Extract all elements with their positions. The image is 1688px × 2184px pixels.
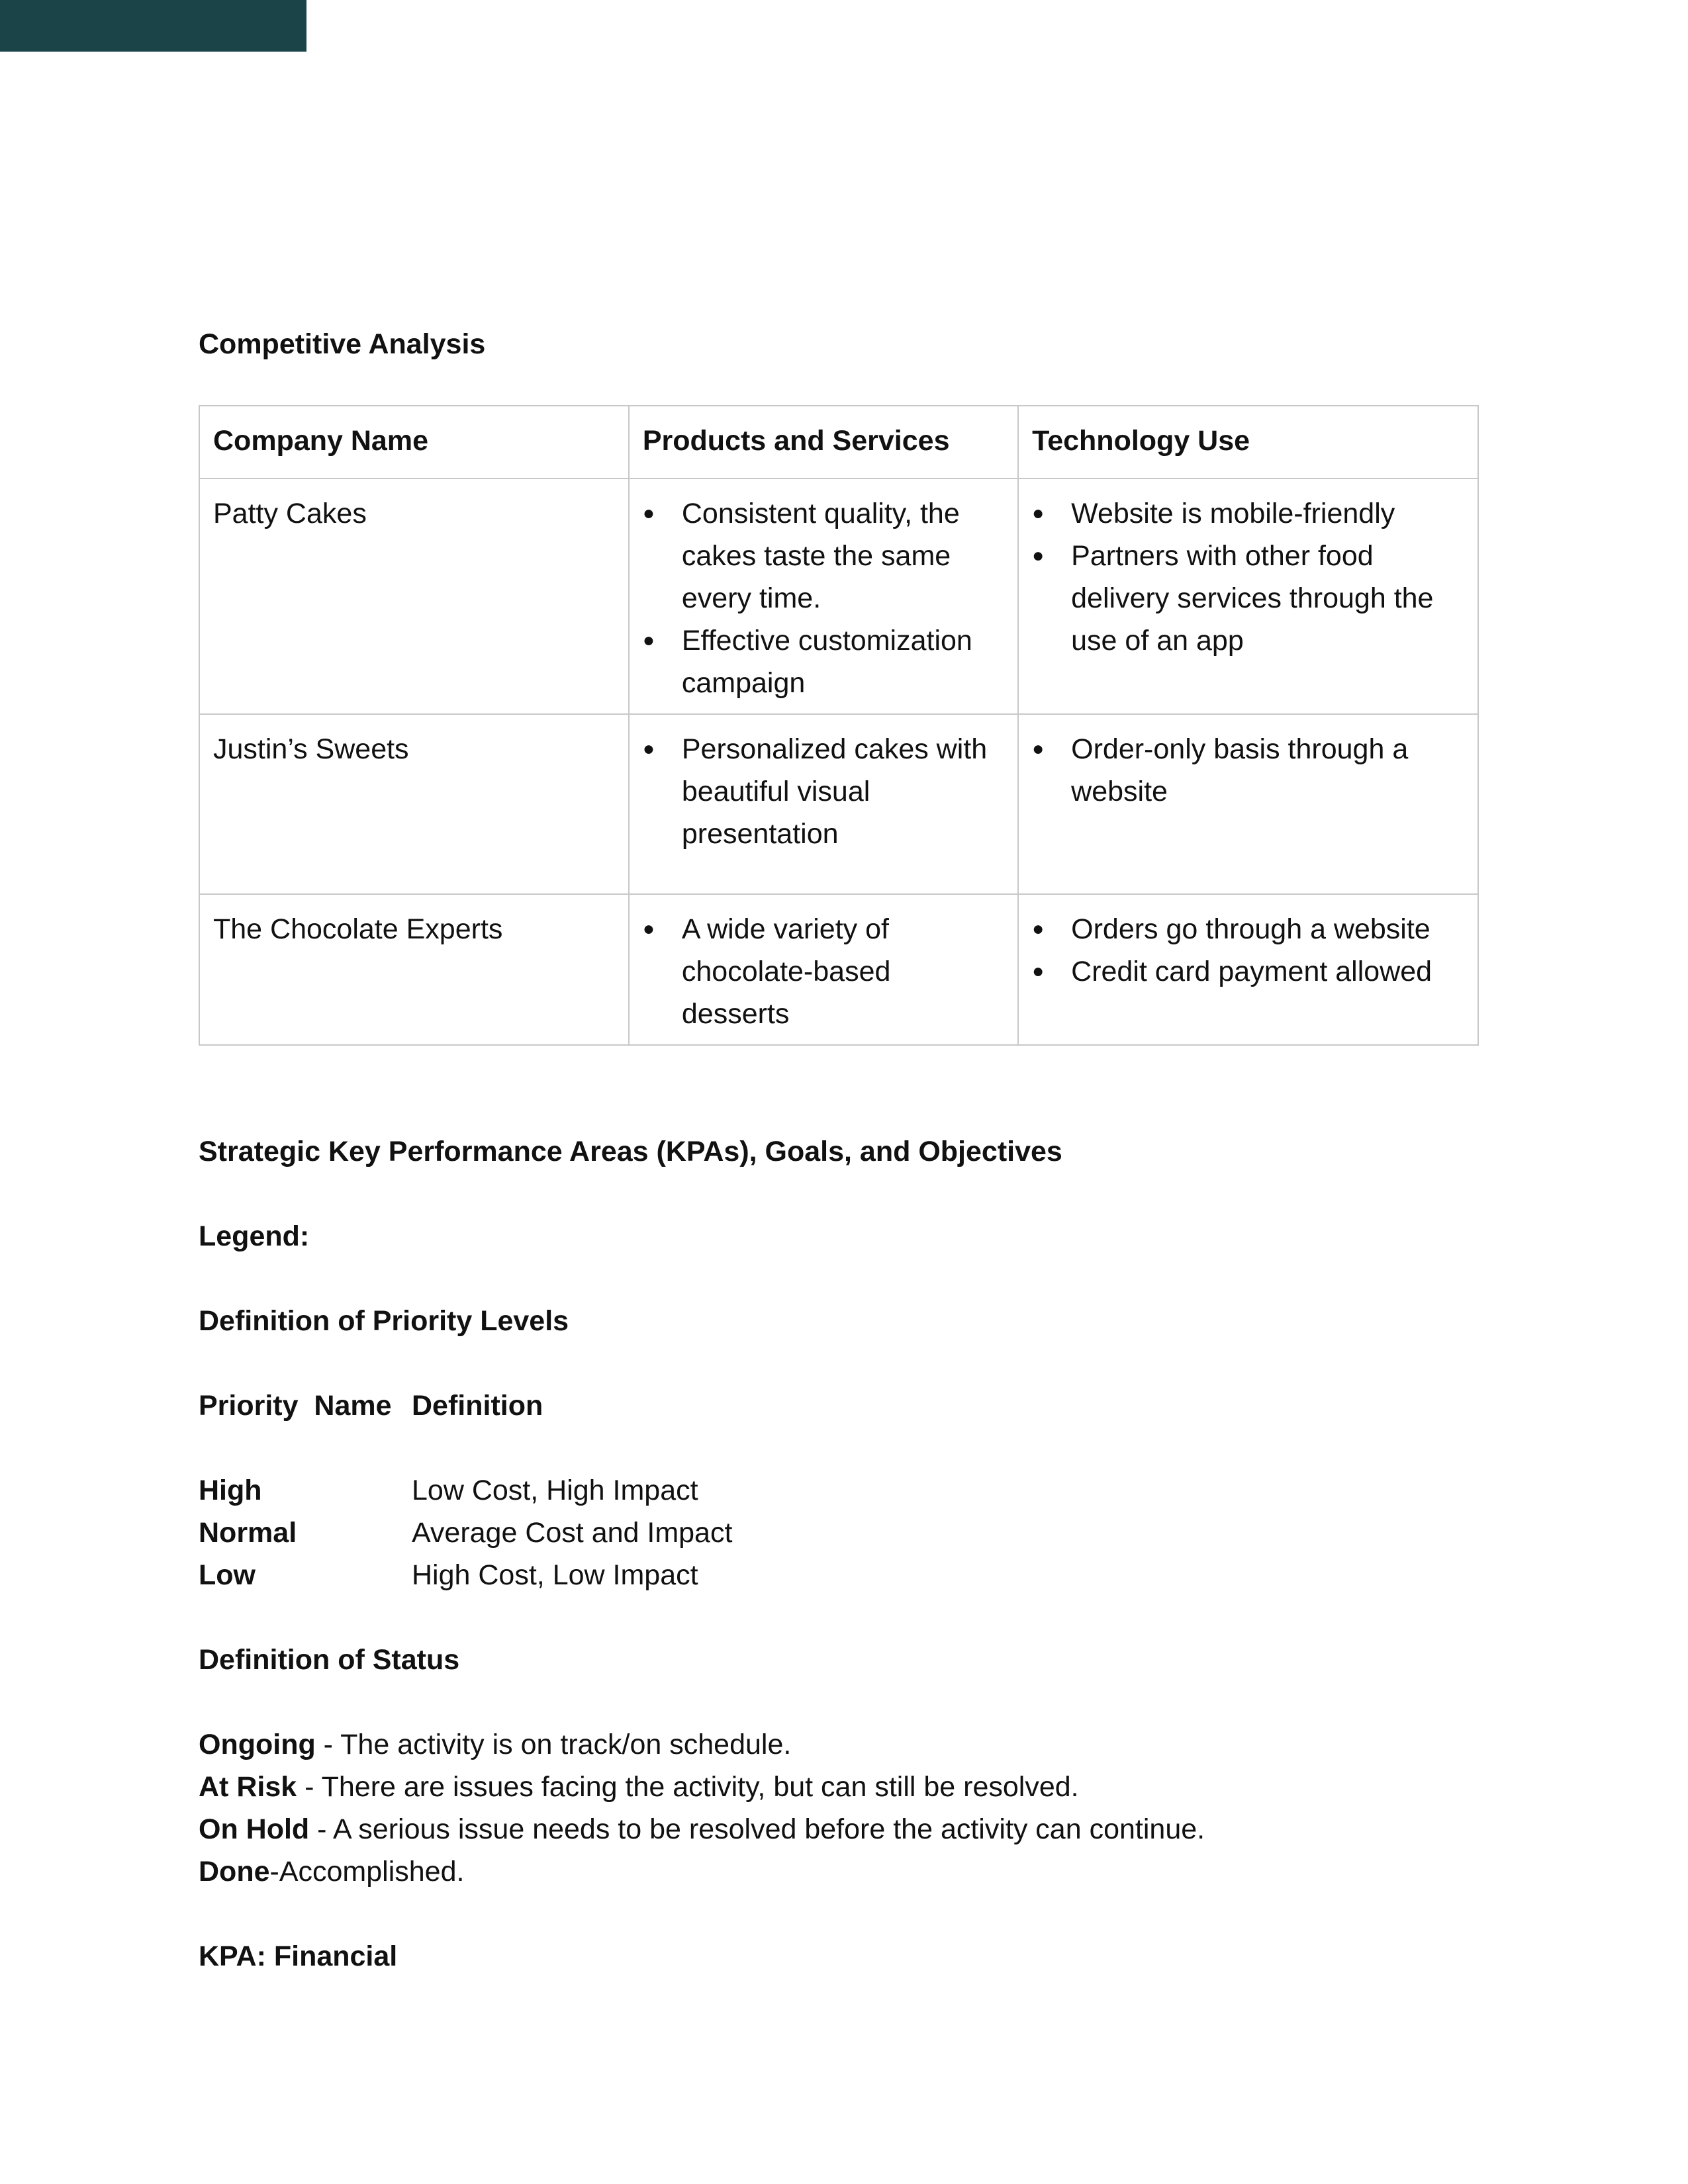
- priority-name: High: [199, 1475, 262, 1506]
- status-item: [199, 1850, 1489, 1893]
- company-cell: Justin’s Sweets: [199, 714, 629, 894]
- table-row: [199, 894, 1478, 1045]
- company-cell: The Chocolate Experts: [199, 894, 629, 1045]
- priority-definition-header: Definition: [412, 1390, 543, 1422]
- products-cell: [629, 714, 1018, 894]
- document-body: [199, 323, 1489, 1978]
- list-item: ● Credit card payment allowed: [1032, 950, 1464, 993]
- status-definition-title: Definition of Status: [199, 1644, 460, 1676]
- legend-label: Legend:: [199, 1220, 310, 1252]
- competitive-analysis-title: Competitive Analysis: [199, 328, 486, 360]
- table-row: [199, 714, 1478, 894]
- priority-name: Normal: [199, 1517, 297, 1549]
- kpa-financial-title: KPA: Financial: [199, 1940, 398, 1972]
- technology-cell: [1018, 478, 1478, 714]
- status-item: [199, 1808, 1489, 1850]
- status-name: Ongoing: [199, 1729, 316, 1760]
- column-header-technology: Technology Use: [1018, 406, 1478, 478]
- status-text: -Accomplished.: [269, 1856, 465, 1888]
- priority-definition: Low Cost, High Impact: [412, 1475, 698, 1506]
- technology-cell: [1018, 894, 1478, 1045]
- products-cell: [629, 894, 1018, 1045]
- status-text: - There are issues facing the activity, but can still be resolved.: [297, 1771, 1079, 1803]
- header-accent-bar: [0, 0, 306, 52]
- list-item: ● A wide variety of chocolate-based desserts: [643, 908, 1004, 1035]
- list-item: ● Effective customization campaign: [643, 619, 1004, 704]
- priority-name-header: Priority Name: [199, 1390, 392, 1422]
- priority-header: [199, 1385, 1489, 1427]
- status-name: On Hold: [199, 1813, 310, 1845]
- list-item: ● Partners with other food delivery services through the use of an app: [1032, 535, 1464, 662]
- priority-definition: High Cost, Low Impact: [412, 1559, 698, 1591]
- priority-levels-title: Definition of Priority Levels: [199, 1305, 569, 1337]
- column-header-products: Products and Services: [629, 406, 1018, 478]
- technology-cell: [1018, 714, 1478, 894]
- status-name: At Risk: [199, 1771, 297, 1803]
- status-text: - The activity is on track/on schedule.: [315, 1729, 792, 1760]
- priority-name: Low: [199, 1559, 256, 1591]
- priority-row: [199, 1469, 1489, 1512]
- table-row: [199, 478, 1478, 714]
- priority-row: [199, 1554, 1489, 1596]
- list-item: ● Personalized cakes with beautiful visual presentation: [643, 728, 1004, 855]
- priority-row: [199, 1512, 1489, 1554]
- priority-definition: Average Cost and Impact: [412, 1517, 733, 1549]
- list-item: ● Order-only basis through a website: [1032, 728, 1464, 813]
- status-name: Done: [199, 1856, 270, 1888]
- competitive-analysis-table: [199, 405, 1479, 1046]
- priority-list: [199, 1469, 1489, 1596]
- list-item: ● Orders go through a website: [1032, 908, 1464, 950]
- table-header-row: [199, 406, 1478, 478]
- products-cell: [629, 478, 1018, 714]
- status-item: [199, 1766, 1489, 1808]
- status-list: [199, 1723, 1489, 1893]
- column-header-company: Company Name: [199, 406, 629, 478]
- strategic-kpa-title: Strategic Key Performance Areas (KPAs), Goals, and Objectives: [199, 1136, 1062, 1167]
- list-item: ● Consistent quality, the cakes taste the same every time.: [643, 492, 1004, 619]
- list-item: ● Website is mobile-friendly: [1032, 492, 1464, 535]
- status-item: [199, 1723, 1489, 1766]
- status-text: - A serious issue needs to be resolved before the activity can continue.: [309, 1813, 1205, 1845]
- company-cell: Patty Cakes: [199, 478, 629, 714]
